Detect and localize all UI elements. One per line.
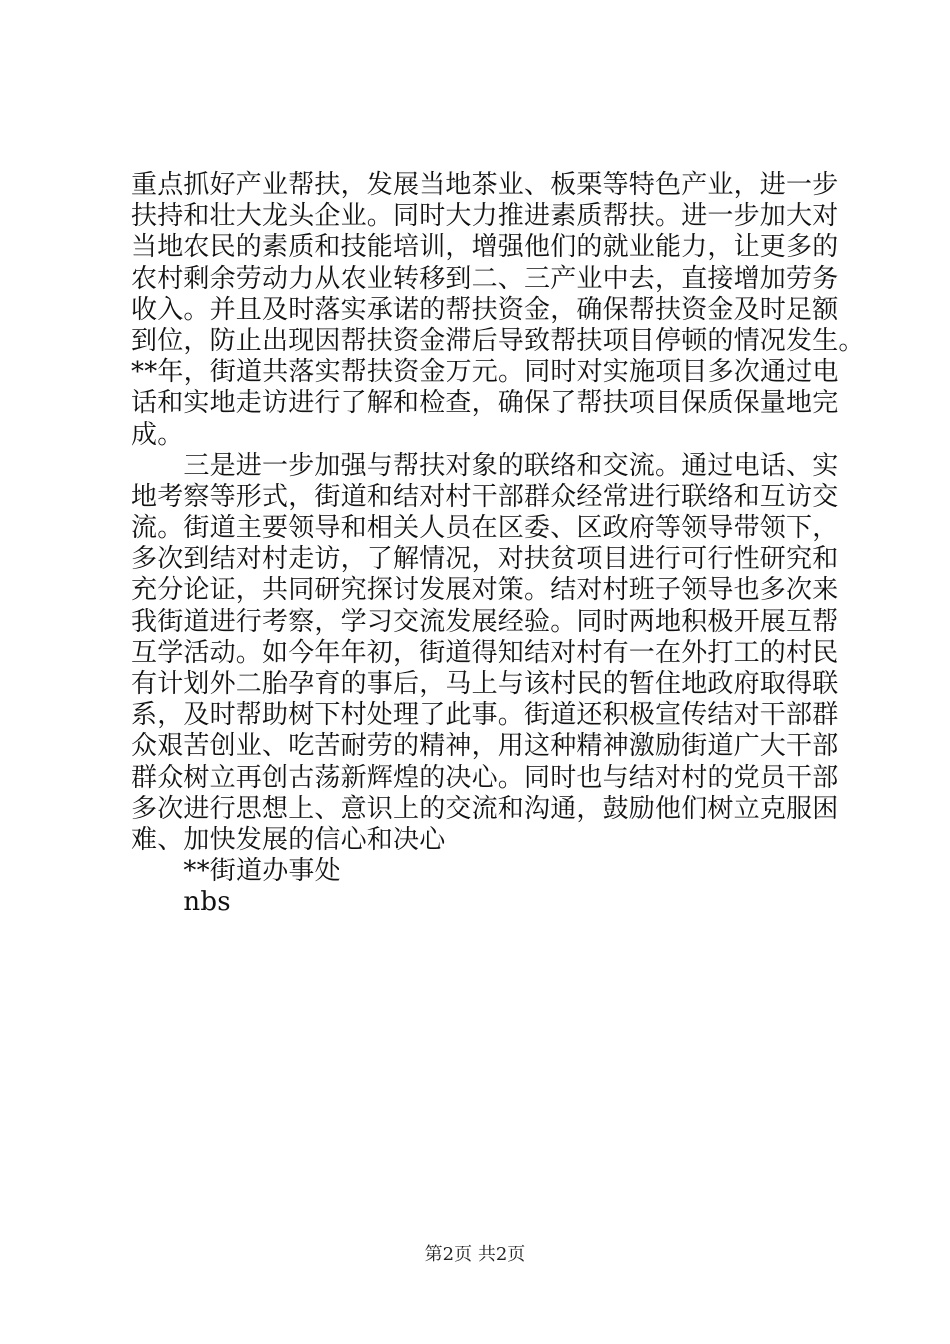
page-footer — [0, 1243, 950, 1267]
text-line-15: 我街道进行考察，学习交流发展经验。同时两地积极开展互帮 — [131, 606, 839, 637]
text-line-9: 成。 — [131, 419, 184, 450]
text-line-8: 话和实地走访进行了解和检查，确保了帮扶项目保质保量地完 — [131, 388, 839, 419]
text-line-3: 当地农民的素质和技能培训，增强他们的就业能力，让更多的 — [131, 232, 839, 263]
page-number: 第2页 共2页 — [424, 1244, 526, 1265]
text-line-20: 群众树立再创古荡新辉煌的决心。同时也与结对村的党员干部 — [131, 762, 839, 793]
text-line-5: 收入。并且及时落实承诺的帮扶资金，确保帮扶资金及时足额 — [131, 294, 839, 325]
text-line-17: 有计划外二胎孕育的事后，马上与该村民的暂住地政府取得联 — [131, 669, 839, 699]
text-line-1: 重点抓好产业帮扶，发展当地茶业、板栗等特色产业，进一步 — [131, 170, 839, 200]
text-line-22: 难、加快发展的信心和决心 — [131, 824, 446, 855]
text-line-4: 农村剩余劳动力从农业转移到二、三产业中去，直接增加劳务 — [131, 263, 839, 294]
text-line-7: **年，街道共落实帮扶资金万元。同时对实施项目多次通过电 — [131, 357, 839, 388]
text-line-21: 多次进行思想上、意识上的交流和沟通，鼓励他们树立克服困 — [131, 793, 839, 824]
signature-line: **街道办事处 — [131, 856, 341, 887]
text-line-6: 到位，防止出现因帮扶资金滞后导致帮扶项目停顿的情况发生。 — [131, 325, 865, 356]
trailing-text-line: nbs — [131, 887, 231, 918]
text-line-11: 地考察等形式，街道和结对村干部群众经常进行联络和互访交 — [131, 481, 839, 512]
text-line-10: 三是进一步加强与帮扶对象的联络和交流。通过电话、实 — [131, 450, 839, 481]
text-line-19: 众艰苦创业、吃苦耐劳的精神，用这种精神激励街道广大干部 — [131, 731, 839, 762]
text-line-12: 流。街道主要领导和相关人员在区委、区政府等领导带领下， — [131, 513, 839, 544]
text-line-18: 系，及时帮助树下村处理了此事。街道还积极宣传结对干部群 — [131, 700, 839, 731]
document-body — [131, 170, 865, 919]
text-line-2: 扶持和壮大龙头企业。同时大力推进素质帮扶。进一步加大对 — [131, 201, 839, 232]
text-line-14: 充分论证，共同研究探讨发展对策。结对村班子领导也多次来 — [131, 575, 839, 606]
text-line-16: 互学活动。如今年年初，街道得知结对村有一在外打工的村民 — [131, 637, 839, 668]
text-line-13: 多次到结对村走访，了解情况，对扶贫项目进行可行性研究和 — [131, 544, 839, 575]
